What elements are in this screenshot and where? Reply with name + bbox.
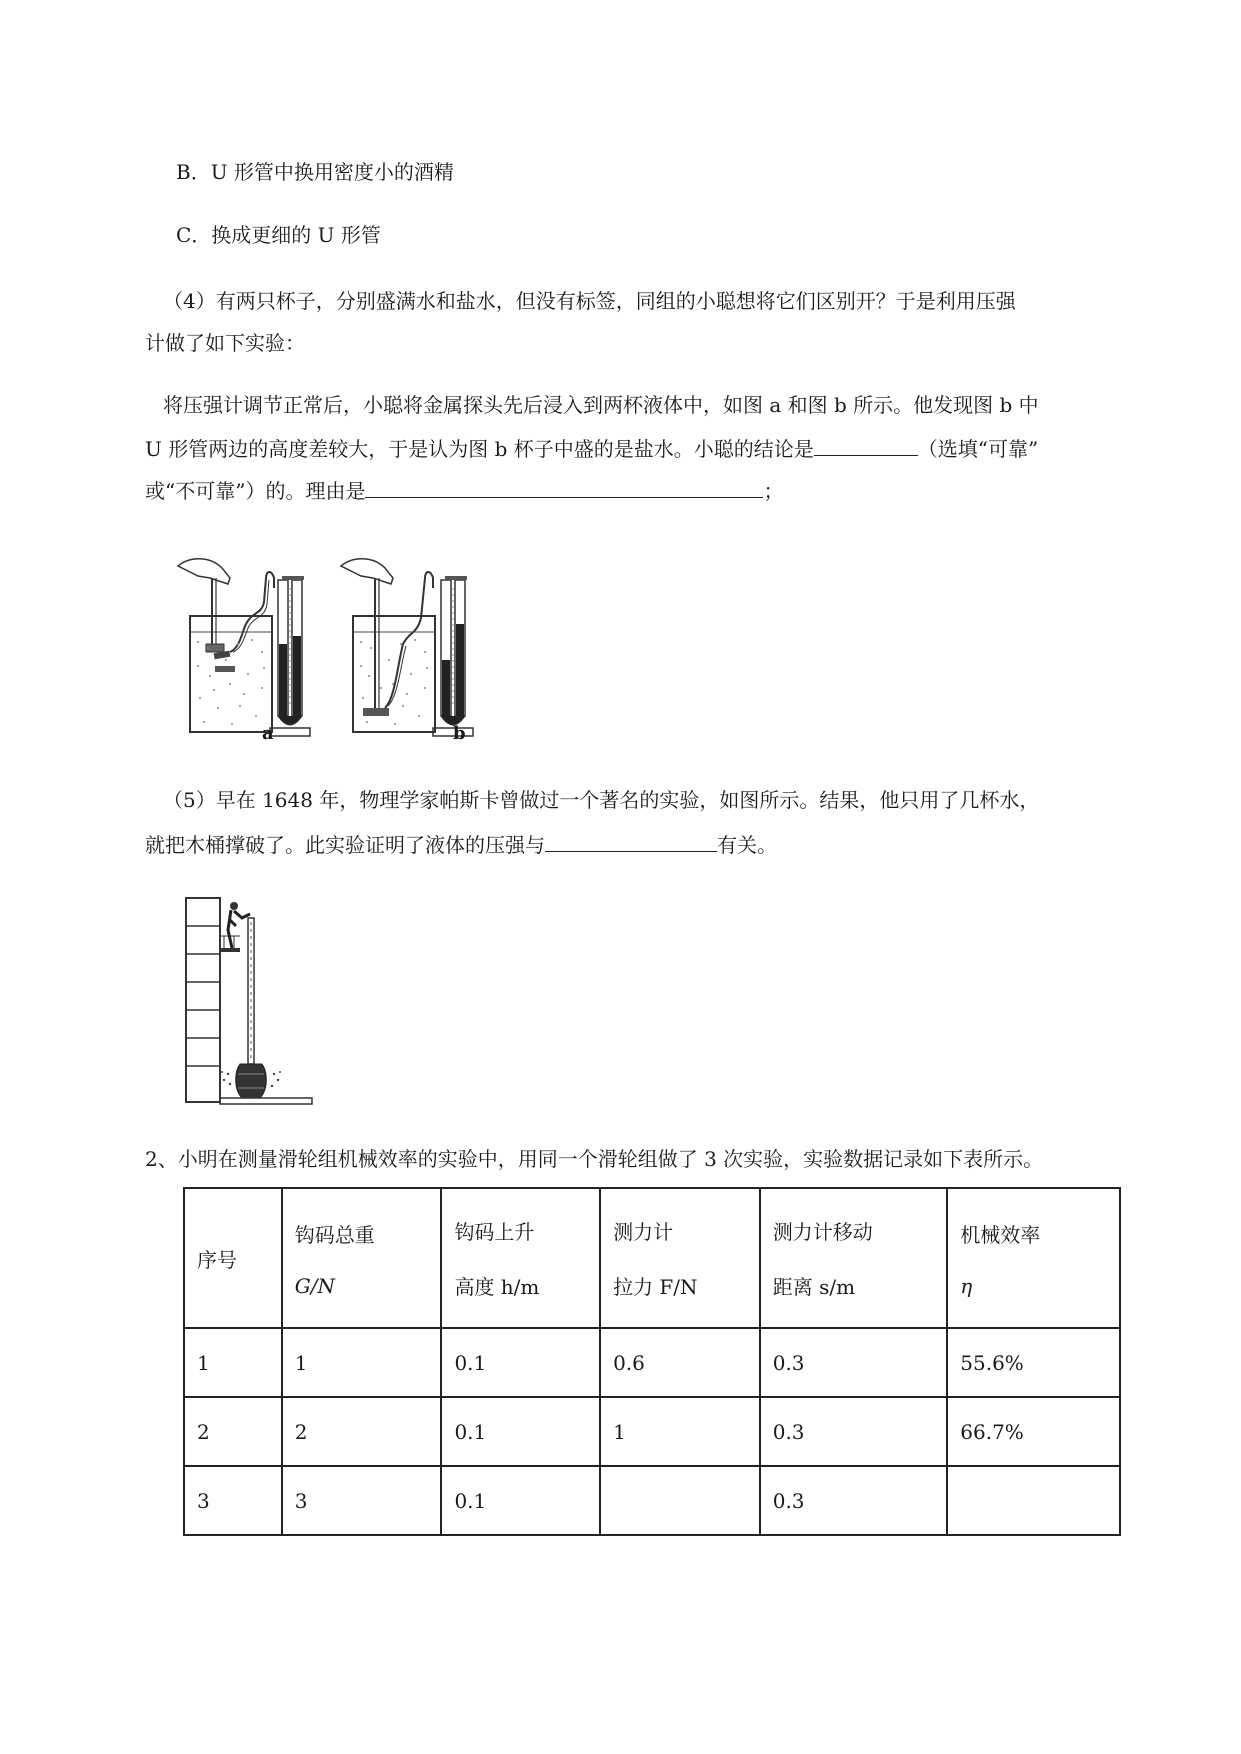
answer-blank-reliability[interactable] xyxy=(814,433,918,456)
table-cell: 2 xyxy=(184,1397,282,1466)
q4-line4-hint: （选填“可靠” xyxy=(917,437,1039,461)
hand-icon xyxy=(178,559,230,584)
table-cell: 0.3 xyxy=(760,1466,948,1535)
option-b: B．U 形管中换用密度小的酒精 xyxy=(176,160,454,184)
table-cell: 0.3 xyxy=(760,1328,948,1397)
q4-line1: （4）有两只杯子，分别盛满水和盐水，但没有标签，同组的小聪想将它们区别开？于是利用压强 xyxy=(163,289,1016,313)
header-cell-index: 序号 xyxy=(184,1188,282,1328)
pressure-gauge-figure xyxy=(170,548,530,748)
q5-line2 xyxy=(145,829,777,859)
data-table xyxy=(183,1187,1121,1536)
q4-line2: 计做了如下实验： xyxy=(145,331,305,355)
hand-icon xyxy=(341,559,393,584)
figure-b xyxy=(341,559,473,736)
table-cell-empty[interactable] xyxy=(600,1466,760,1535)
pascal-barrel-figure xyxy=(184,896,314,1108)
header-cell-height: 钩码上升 高度 h/m xyxy=(441,1188,600,1328)
table-cell: 1 xyxy=(600,1397,760,1466)
table-cell: 1 xyxy=(184,1328,282,1397)
table-row xyxy=(184,1328,1120,1397)
q4-line4-text: U 形管两边的高度差较大，于是认为图 b 杯子中盛的是盐水。小聪的结论是 xyxy=(145,437,814,461)
table-header-row xyxy=(184,1188,1120,1328)
q4-line5 xyxy=(145,475,783,505)
table-cell: 3 xyxy=(184,1466,282,1535)
table-cell: 0.3 xyxy=(760,1397,948,1466)
answer-blank-pascal[interactable] xyxy=(545,829,717,852)
q5-line1: （5）早在 1648 年，物理学家帕斯卡曾做过一个著名的实验，如图所示。结果，他只用了几杯水， xyxy=(163,788,1040,812)
table-cell: 66.7% xyxy=(947,1397,1120,1466)
table-cell: 0.1 xyxy=(441,1328,600,1397)
q2-intro: 2、小明在测量滑轮组机械效率的实验中，用同一个滑轮组做了 3 次实验，实验数据记录如下表所示。 xyxy=(145,1147,1044,1171)
table-row xyxy=(184,1397,1120,1466)
header-cell-distance: 测力计移动 距离 s/m xyxy=(760,1188,948,1328)
table-cell: 1 xyxy=(282,1328,442,1397)
figure-a xyxy=(178,559,310,736)
q4-line3: 将压强计调节正常后，小聪将金属探头先后浸入到两杯液体中，如图 a 和图 b 所示。他发现图 b 中 xyxy=(163,393,1039,417)
q5-line2-end: 有关。 xyxy=(717,833,777,857)
table-cell: 0.1 xyxy=(441,1466,600,1535)
table-cell: 0.1 xyxy=(441,1397,600,1466)
q4-line4 xyxy=(145,433,1038,463)
q4-line5-text: 或“不可靠”）的。理由是 xyxy=(145,479,366,503)
table-cell: 2 xyxy=(282,1397,442,1466)
figure-a-label: a xyxy=(262,723,274,744)
table-cell: 55.6% xyxy=(947,1328,1120,1397)
header-cell-weight: 钩码总重 G/N xyxy=(282,1188,442,1328)
q5-line2-text: 就把木桶撑破了。此实验证明了液体的压强与 xyxy=(145,833,545,857)
option-c: C．换成更细的 U 形管 xyxy=(176,223,381,247)
header-cell-force: 测力计 拉力 F/N xyxy=(600,1188,760,1328)
table-cell: 3 xyxy=(282,1466,442,1535)
header-cell-efficiency: 机械效率 η xyxy=(947,1188,1120,1328)
table-cell-empty[interactable] xyxy=(947,1466,1120,1535)
figure-b-label: b xyxy=(453,723,466,744)
answer-blank-reason[interactable] xyxy=(365,475,763,498)
table-cell: 0.6 xyxy=(600,1328,760,1397)
table-row xyxy=(184,1466,1120,1535)
q4-line5-end: ； xyxy=(763,479,784,503)
